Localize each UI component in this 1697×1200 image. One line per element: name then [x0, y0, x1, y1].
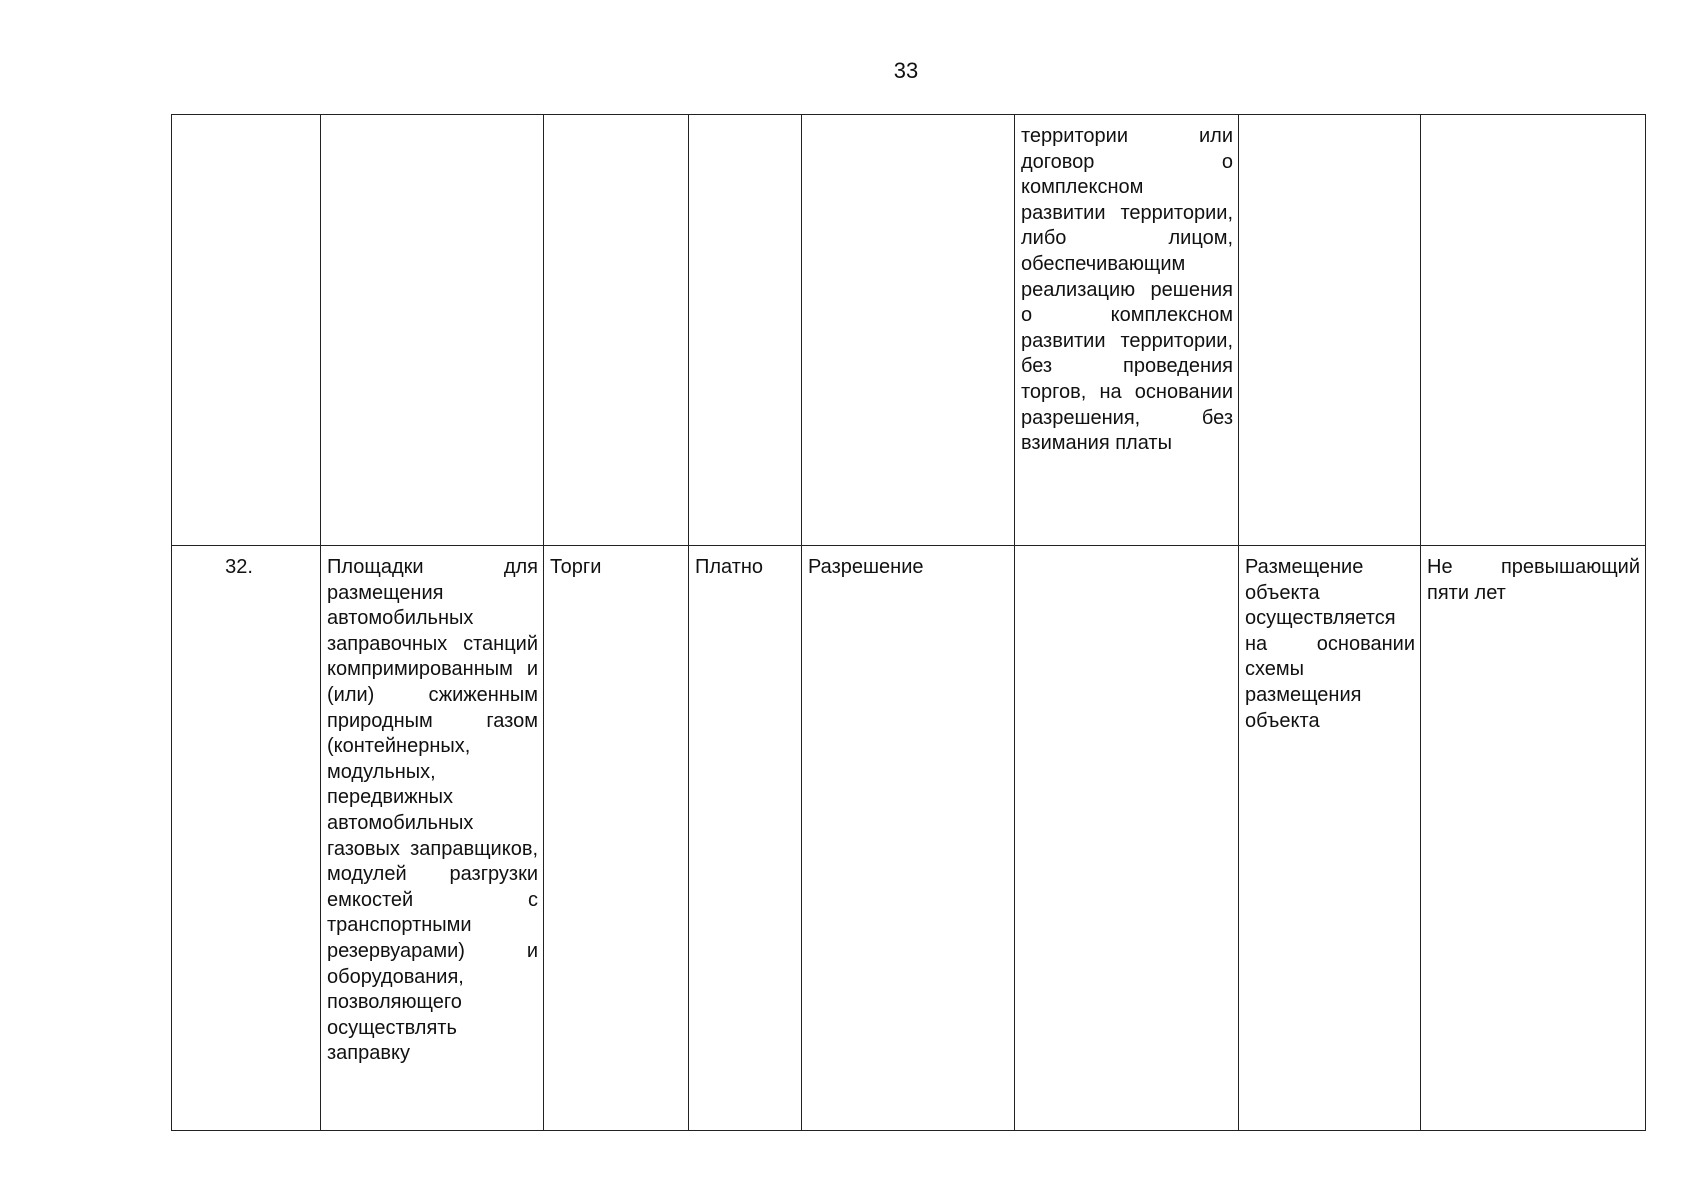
cell-method: Торги: [544, 546, 689, 1131]
cell-document: [802, 115, 1015, 546]
cell-number: [172, 115, 321, 546]
cell-payment: Платно: [689, 546, 802, 1131]
cell-number: 32.: [172, 546, 321, 1131]
table-row-continued: [172, 115, 1646, 546]
page-number: 33: [893, 58, 919, 83]
cell-document: Разрешение: [802, 546, 1015, 1131]
cell-condition: Размещение объекта осуществляется на основании схемы размещения объекта: [1239, 546, 1421, 1131]
table-row-32: [172, 546, 1646, 1131]
cell-term: Не превышающий пяти лет: [1421, 546, 1646, 1131]
cell-method: [544, 115, 689, 546]
cell-term: [1421, 115, 1646, 546]
cell-object: [321, 115, 544, 546]
cell-basis: территории или договор о комплексном развитии территории, либо лицом, обеспечивающим реализацию решения о комплексном развитии территории, без проведения торгов, на основании разрешения, без взимания платы: [1015, 115, 1239, 546]
cell-payment: [689, 115, 802, 546]
placement-table: [171, 114, 1646, 1131]
cell-object: Площадки для размещения автомобильных заправочных станций компримированным и (или) сжиженным природным газом (контейнерных, модульных, передвижных автомобильных газовых заправщиков, модулей разгрузки емкостей с транспортными резервуарами) и оборудования, позволяющего осуществлять заправку: [321, 546, 544, 1131]
cell-basis: [1015, 546, 1239, 1131]
cell-condition: [1239, 115, 1421, 546]
